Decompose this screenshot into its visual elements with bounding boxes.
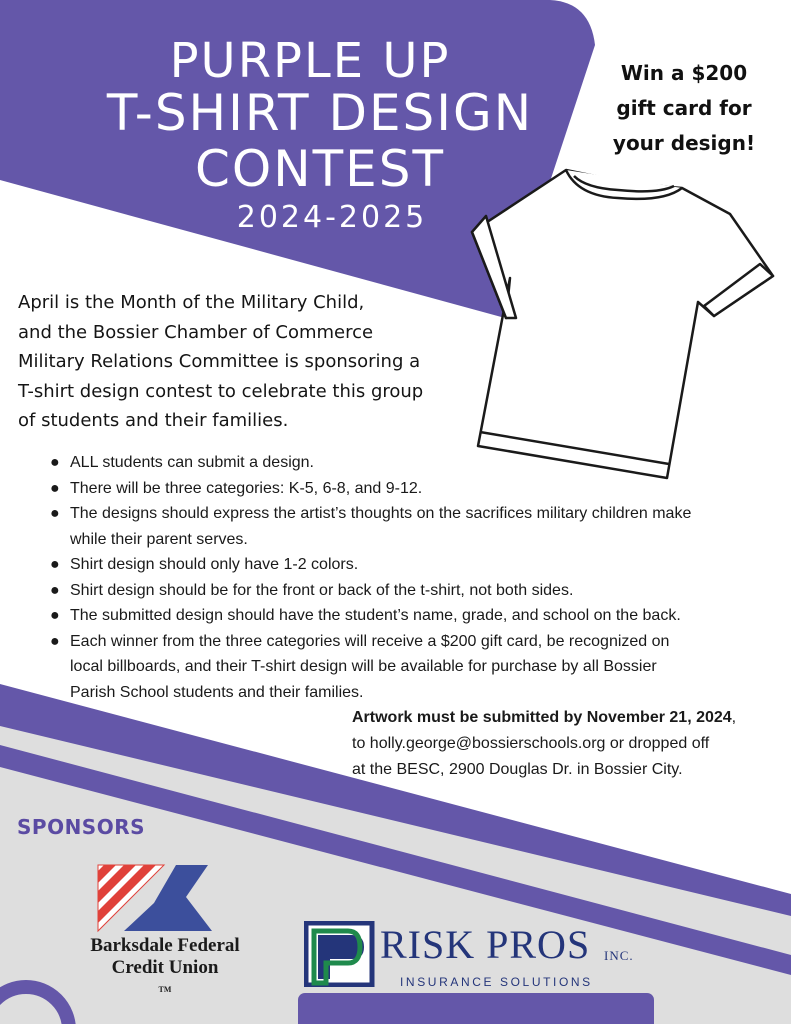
prize-line-1: Win a $200 — [620, 61, 748, 85]
intro-paragraph — [18, 288, 488, 436]
intro-line: of students and their families. — [18, 410, 289, 431]
bullet-icon: ● — [50, 505, 60, 522]
title-line-3: CONTEST — [194, 140, 446, 198]
bullet-icon: ● — [50, 581, 60, 599]
deadline-line-2: to holly.george@bossierschools.org or dropped off — [352, 735, 710, 752]
deadline-comma: , — [731, 709, 737, 726]
rule-item: ● Each winner from the three categories will receive a $200 gift card, be recognized on local billboards, and their T-shirt design will be available for purchase by all Bossier Parish School students and their families. — [50, 629, 785, 706]
riskpros-subtitle: INSURANCE SOLUTIONS — [400, 975, 593, 989]
riskpros-name: RISK PROS — [380, 922, 591, 967]
prize-line-3: your design! — [612, 131, 756, 155]
intro-line: April is the Month of the Military Child, — [18, 292, 365, 313]
rule-item: ● ALL students can submit a design. — [50, 450, 785, 476]
prize-line-2: gift card for — [616, 96, 752, 120]
trademark: TM — [158, 985, 172, 994]
title-year: 2024-2025 — [236, 200, 428, 235]
title-line-2: T-SHIRT DESIGN — [106, 84, 534, 142]
barksdale-name — [50, 935, 280, 1005]
tshirt-icon — [468, 168, 780, 480]
rule-item: ● There will be three categories: K-5, 6-8, and 9-12. — [50, 476, 785, 502]
barksdale-line-2: Credit Union ™ — [111, 957, 219, 994]
bottom-purple-bar — [298, 993, 654, 1024]
barksdale-line-1: Barksdale Federal — [90, 935, 240, 956]
rule-item: ● Shirt design should be for the front or back of the t-shirt, not both sides. — [50, 578, 785, 604]
riskpros-inc: INC. — [604, 948, 634, 963]
title-line-1: PURPLE UP — [169, 33, 451, 89]
bullet-icon: ● — [50, 454, 60, 471]
submission-deadline — [352, 705, 782, 783]
rule-item: ● Shirt design should only have 1-2 colors. — [50, 552, 785, 578]
barksdale-logo-icon — [96, 863, 214, 935]
bullet-icon: ● — [50, 632, 60, 650]
rule-item: ● The designs should express the artist’s thoughts on the sacrifices military children make while their parent serves. — [50, 501, 785, 552]
rules-list — [50, 450, 785, 705]
bullet-icon: ● — [50, 607, 60, 624]
intro-line: and the Bossier Chamber of Commerce — [18, 321, 374, 343]
sponsors-heading: SPONSORS — [17, 815, 146, 839]
bullet-icon: ● — [50, 479, 60, 497]
bullet-icon: ● — [50, 556, 60, 573]
intro-line: T-shirt design contest to celebrate this group — [18, 380, 424, 402]
prize-callout — [598, 56, 770, 161]
intro-line: Military Relations Committee is sponsoring a — [18, 351, 421, 372]
deadline-bold: Artwork must be submitted by November 21, 2024 — [352, 709, 732, 726]
rule-item: ● The submitted design should have the student’s name, grade, and school on the back. — [50, 603, 785, 629]
deadline-line-1 — [352, 705, 782, 731]
deadline-line-3: at the BESC, 2900 Douglas Dr. in Bossier City. — [352, 761, 683, 778]
riskpros-logo-icon — [304, 921, 376, 987]
